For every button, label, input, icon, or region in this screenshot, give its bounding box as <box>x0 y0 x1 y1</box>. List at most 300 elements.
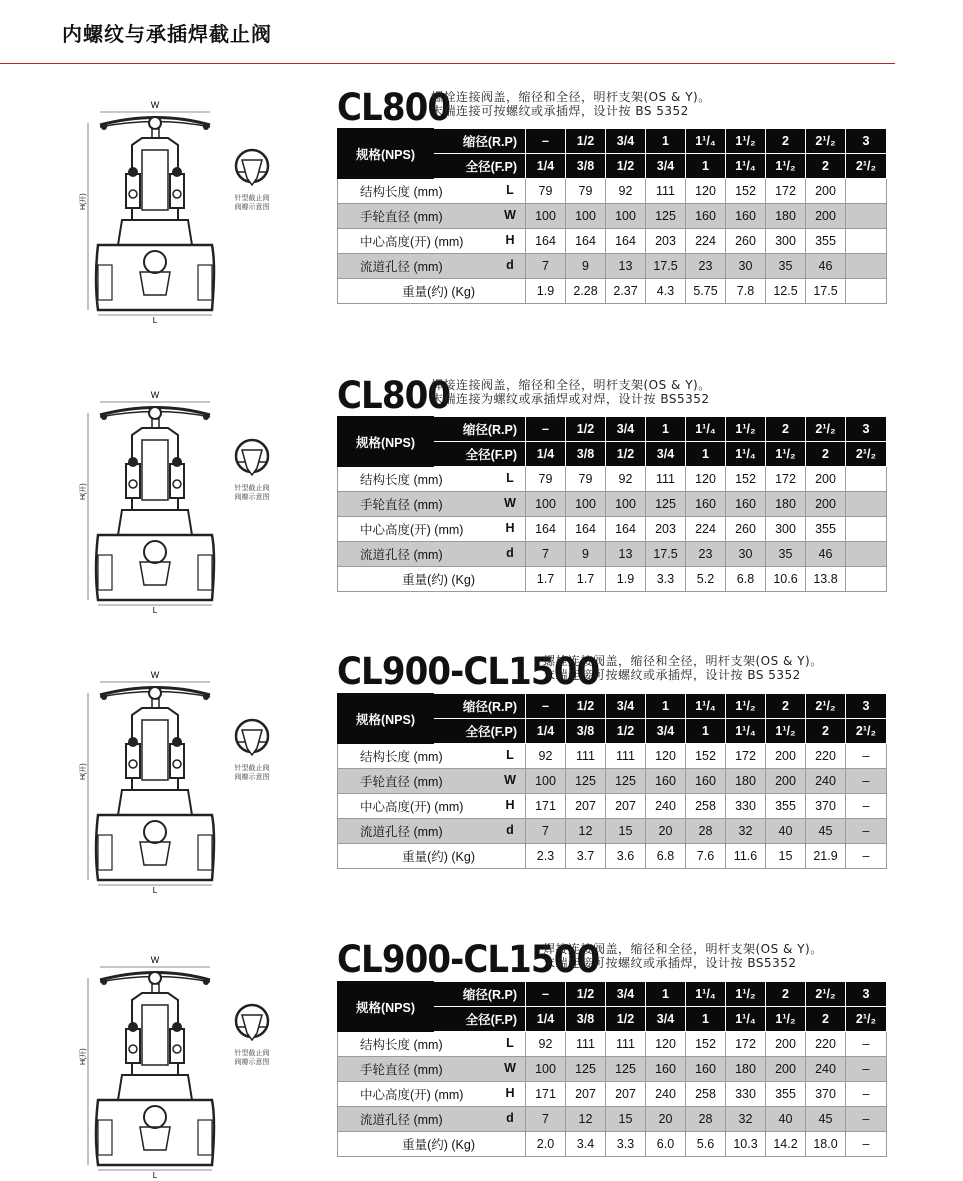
spec-table <box>337 128 887 304</box>
row-label <box>338 1082 526 1107</box>
value-cell: 160 <box>686 204 726 229</box>
row-label-text: 中心高度(开) (mm) <box>360 235 464 249</box>
value-cell: 355 <box>806 517 846 542</box>
rp-size-cell: 1¹/₂ <box>726 694 766 719</box>
table-row <box>338 744 887 769</box>
table-row <box>338 492 887 517</box>
table-row <box>338 517 887 542</box>
fp-size-cell: 3/8 <box>566 154 606 179</box>
fp-size-cell: 3/8 <box>566 1007 606 1032</box>
row-label <box>338 1057 526 1082</box>
weight-row <box>338 844 887 869</box>
row-label <box>338 179 526 204</box>
table-row <box>338 769 887 794</box>
value-cell: 46 <box>806 254 846 279</box>
value-cell: 32 <box>726 819 766 844</box>
fp-size-cell: 3/4 <box>646 1007 686 1032</box>
weight-cell: 14.2 <box>766 1132 806 1157</box>
value-cell: 164 <box>606 229 646 254</box>
weight-cell: 6.8 <box>646 844 686 869</box>
weight-cell: 3.3 <box>606 1132 646 1157</box>
value-cell: 120 <box>646 1032 686 1057</box>
value-cell: 220 <box>806 1032 846 1057</box>
dim-h-label: H(开) <box>80 193 87 210</box>
weight-cell: 18.0 <box>806 1132 846 1157</box>
nps-header: 规格(NPS) <box>338 694 434 744</box>
row-symbol: W <box>504 496 516 510</box>
value-cell: 203 <box>646 517 686 542</box>
weight-cell: 2.3 <box>526 844 566 869</box>
value-cell: 7 <box>526 1107 566 1132</box>
weight-cell: 10.3 <box>726 1132 766 1157</box>
rp-size-cell: 1 <box>646 982 686 1007</box>
valve-diagram <box>80 90 282 325</box>
fp-header: 全径(F.P) <box>434 154 526 179</box>
rp-size-cell: 3/4 <box>606 417 646 442</box>
row-label-text: 手轮直径 (mm) <box>360 775 443 789</box>
dim-h-label: H(开) <box>80 1048 87 1065</box>
fp-size-cell: 2 <box>806 442 846 467</box>
weight-cell: 5.2 <box>686 567 726 592</box>
weight-label: 重量(约) (Kg) <box>338 1132 526 1157</box>
weight-cell: 2.0 <box>526 1132 566 1157</box>
rp-size-cell: 3/4 <box>606 694 646 719</box>
fp-header: 全径(F.P) <box>434 719 526 744</box>
value-cell: 125 <box>566 1057 606 1082</box>
fp-size-cell: 1/2 <box>606 1007 646 1032</box>
fp-size-cell: 1¹/₂ <box>766 719 806 744</box>
value-cell: 258 <box>686 794 726 819</box>
value-cell: 111 <box>606 744 646 769</box>
row-label <box>338 254 526 279</box>
page-title: 内螺纹与承插焊截止阀 <box>62 22 272 46</box>
value-cell: 171 <box>526 794 566 819</box>
value-cell: 111 <box>566 744 606 769</box>
value-cell: 180 <box>766 492 806 517</box>
row-symbol: L <box>506 183 514 197</box>
weight-cell <box>846 279 887 304</box>
value-cell: 79 <box>526 467 566 492</box>
dim-w-label: W <box>150 670 160 680</box>
rp-header: 缩径(R.P) <box>434 982 526 1007</box>
weight-cell: 6.0 <box>646 1132 686 1157</box>
row-label-text: 手轮直径 (mm) <box>360 1063 443 1077</box>
value-cell: 330 <box>726 1082 766 1107</box>
weight-cell: 3.4 <box>566 1132 606 1157</box>
value-cell: 240 <box>806 1057 846 1082</box>
row-label <box>338 542 526 567</box>
value-cell: 224 <box>686 517 726 542</box>
detail-caption-2: 阀瓣示意图 <box>234 1058 270 1066</box>
fp-size-cell: 1¹/₄ <box>726 442 766 467</box>
value-cell: 160 <box>726 204 766 229</box>
row-symbol: d <box>506 546 514 560</box>
value-cell: 125 <box>566 769 606 794</box>
weight-cell: – <box>846 844 887 869</box>
value-cell: 120 <box>646 744 686 769</box>
weight-cell: 2.37 <box>606 279 646 304</box>
row-label-text: 流道孔径 (mm) <box>360 548 443 562</box>
title-divider <box>0 63 895 64</box>
rp-size-cell: 1¹/₄ <box>686 417 726 442</box>
row-symbol: W <box>504 773 516 787</box>
value-cell: 120 <box>686 467 726 492</box>
value-cell: 12 <box>566 1107 606 1132</box>
row-label-text: 结构长度 (mm) <box>360 473 443 487</box>
value-cell: 355 <box>806 229 846 254</box>
detail-caption-2: 阀瓣示意图 <box>234 773 270 781</box>
value-cell: 30 <box>726 542 766 567</box>
table-row <box>338 542 887 567</box>
weight-row <box>338 567 887 592</box>
weight-label: 重量(约) (Kg) <box>338 567 526 592</box>
detail-caption-2: 阀瓣示意图 <box>234 203 270 211</box>
value-cell: 100 <box>526 492 566 517</box>
value-cell: 152 <box>726 179 766 204</box>
valve-diagram <box>80 660 282 895</box>
weight-cell: 17.5 <box>806 279 846 304</box>
rp-size-cell: 3 <box>846 129 887 154</box>
rp-size-cell: 2 <box>766 129 806 154</box>
row-symbol: L <box>506 1036 514 1050</box>
value-cell: 30 <box>726 254 766 279</box>
row-label-text: 中心高度(开) (mm) <box>360 800 464 814</box>
rp-size-cell: 3 <box>846 417 887 442</box>
row-symbol: W <box>504 208 516 222</box>
rp-size-cell: 3/4 <box>606 129 646 154</box>
rp-size-cell: 1¹/₂ <box>726 417 766 442</box>
rp-size-cell: 1/2 <box>566 129 606 154</box>
fp-size-cell: 3/4 <box>646 442 686 467</box>
fp-size-cell: 1 <box>686 154 726 179</box>
rp-size-cell: 2 <box>766 417 806 442</box>
rp-size-cell: 1¹/₄ <box>686 129 726 154</box>
value-cell: 45 <box>806 1107 846 1132</box>
value-cell: 224 <box>686 229 726 254</box>
model-title: CL900-CL1500 <box>337 938 600 981</box>
valve-drawing <box>80 945 282 1180</box>
fp-size-cell: 1¹/₄ <box>726 1007 766 1032</box>
row-symbol: L <box>506 471 514 485</box>
rp-size-cell: 2 <box>766 982 806 1007</box>
value-cell: 160 <box>646 769 686 794</box>
fp-header: 全径(F.P) <box>434 1007 526 1032</box>
weight-cell: 7.8 <box>726 279 766 304</box>
weight-row <box>338 279 887 304</box>
value-cell: 125 <box>606 1057 646 1082</box>
fp-header: 全径(F.P) <box>434 442 526 467</box>
value-cell: 46 <box>806 542 846 567</box>
weight-cell: 10.6 <box>766 567 806 592</box>
table-row <box>338 467 887 492</box>
weight-cell: 11.6 <box>726 844 766 869</box>
value-cell: 258 <box>686 1082 726 1107</box>
fp-size-cell: 2¹/₂ <box>846 719 887 744</box>
row-label-text: 结构长度 (mm) <box>360 1038 443 1052</box>
row-label-text: 中心高度(开) (mm) <box>360 1088 464 1102</box>
value-cell: 92 <box>606 467 646 492</box>
fp-size-cell: 3/8 <box>566 442 606 467</box>
fp-size-cell: 1¹/₄ <box>726 154 766 179</box>
value-cell: 100 <box>606 492 646 517</box>
rp-size-cell: – <box>526 694 566 719</box>
value-cell: – <box>846 819 887 844</box>
value-cell: 7 <box>526 819 566 844</box>
value-cell: 260 <box>726 229 766 254</box>
value-cell: 172 <box>726 1032 766 1057</box>
value-cell: – <box>846 744 887 769</box>
value-cell: 172 <box>766 179 806 204</box>
value-cell: 125 <box>646 492 686 517</box>
fp-size-cell: 2 <box>806 154 846 179</box>
value-cell: 180 <box>766 204 806 229</box>
value-cell <box>846 179 887 204</box>
value-cell: 79 <box>566 467 606 492</box>
weight-cell: 5.75 <box>686 279 726 304</box>
value-cell <box>846 229 887 254</box>
value-cell: 160 <box>686 769 726 794</box>
value-cell <box>846 492 887 517</box>
valve-drawing <box>80 660 282 895</box>
rp-size-cell: 3 <box>846 694 887 719</box>
value-cell <box>846 204 887 229</box>
spec-table <box>337 416 887 592</box>
value-cell: 172 <box>766 467 806 492</box>
value-cell: 17.5 <box>646 542 686 567</box>
value-cell: 13 <box>606 254 646 279</box>
weight-cell: 12.5 <box>766 279 806 304</box>
row-symbol: d <box>506 1111 514 1125</box>
table-row <box>338 1057 887 1082</box>
fp-size-cell: 1/2 <box>606 154 646 179</box>
value-cell: 100 <box>566 204 606 229</box>
value-cell: 111 <box>606 1032 646 1057</box>
rp-size-cell: 1/2 <box>566 982 606 1007</box>
rp-size-cell: – <box>526 129 566 154</box>
weight-label: 重量(约) (Kg) <box>338 279 526 304</box>
weight-cell: 1.9 <box>606 567 646 592</box>
value-cell: 40 <box>766 819 806 844</box>
row-label <box>338 769 526 794</box>
value-cell <box>846 254 887 279</box>
fp-size-cell: 2¹/₂ <box>846 154 887 179</box>
spec-table <box>337 693 887 869</box>
value-cell: 152 <box>686 1032 726 1057</box>
rp-size-cell: 1 <box>646 129 686 154</box>
table-row <box>338 204 887 229</box>
rp-size-cell: 3 <box>846 982 887 1007</box>
valve-drawing <box>80 380 282 615</box>
row-label-text: 手轮直径 (mm) <box>360 210 443 224</box>
row-label <box>338 204 526 229</box>
row-symbol: d <box>506 258 514 272</box>
fp-size-cell: 2 <box>806 719 846 744</box>
value-cell: 92 <box>526 744 566 769</box>
row-label <box>338 467 526 492</box>
table-row <box>338 1032 887 1057</box>
model-description-2: 末端连接可按螺纹或承插焊，设计按 BS 5352 <box>543 668 801 682</box>
rp-header: 缩径(R.P) <box>434 694 526 719</box>
nps-header: 规格(NPS) <box>338 129 434 179</box>
value-cell: 172 <box>726 744 766 769</box>
value-cell: 200 <box>766 1057 806 1082</box>
value-cell: 180 <box>726 769 766 794</box>
value-cell: 17.5 <box>646 254 686 279</box>
model-description-1: 焊接连接阀盖，缩径和全径，明杆支架(OS & Y)。 <box>431 378 711 392</box>
fp-size-cell: 3/4 <box>646 154 686 179</box>
dim-w-label: W <box>150 100 160 110</box>
rp-size-cell: 1/2 <box>566 417 606 442</box>
value-cell: 164 <box>526 517 566 542</box>
value-cell: 125 <box>646 204 686 229</box>
fp-size-cell: 2¹/₂ <box>846 442 887 467</box>
nps-header: 规格(NPS) <box>338 982 434 1032</box>
value-cell: 180 <box>726 1057 766 1082</box>
value-cell: – <box>846 1057 887 1082</box>
fp-size-cell: 1 <box>686 442 726 467</box>
row-symbol: H <box>505 521 515 535</box>
weight-cell: 3.7 <box>566 844 606 869</box>
value-cell: 7 <box>526 542 566 567</box>
detail-caption: 针型截止阀 <box>234 484 270 492</box>
table-row <box>338 794 887 819</box>
dim-h-label: H(开) <box>80 483 87 500</box>
value-cell: – <box>846 1107 887 1132</box>
row-label-text: 流道孔径 (mm) <box>360 825 443 839</box>
weight-cell: 1.7 <box>566 567 606 592</box>
value-cell: – <box>846 1032 887 1057</box>
value-cell: 120 <box>686 179 726 204</box>
value-cell: 20 <box>646 819 686 844</box>
value-cell: 207 <box>566 1082 606 1107</box>
fp-size-cell: 1/4 <box>526 442 566 467</box>
weight-row <box>338 1132 887 1157</box>
table-row <box>338 179 887 204</box>
value-cell: 200 <box>806 204 846 229</box>
detail-caption: 针型截止阀 <box>234 764 270 772</box>
detail-caption: 针型截止阀 <box>234 194 270 202</box>
value-cell: 28 <box>686 1107 726 1132</box>
valve-diagram <box>80 380 282 615</box>
value-cell: 15 <box>606 1107 646 1132</box>
table-row <box>338 1107 887 1132</box>
value-cell: 160 <box>686 492 726 517</box>
fp-size-cell: 2¹/₂ <box>846 1007 887 1032</box>
value-cell: 15 <box>606 819 646 844</box>
valve-drawing <box>80 90 282 325</box>
row-label <box>338 1032 526 1057</box>
value-cell: 240 <box>806 769 846 794</box>
value-cell: 100 <box>606 204 646 229</box>
model-description-1: 螺栓连接阀盖，缩径和全径，明杆支架(OS & Y)。 <box>543 654 823 668</box>
value-cell: 164 <box>606 517 646 542</box>
value-cell: 23 <box>686 542 726 567</box>
nps-header: 规格(NPS) <box>338 417 434 467</box>
value-cell: 100 <box>526 1057 566 1082</box>
value-cell: 111 <box>646 467 686 492</box>
value-cell: 200 <box>806 179 846 204</box>
fp-size-cell: 1/2 <box>606 719 646 744</box>
value-cell: 164 <box>566 229 606 254</box>
value-cell: 200 <box>766 1032 806 1057</box>
fp-size-cell: 1¹/₂ <box>766 1007 806 1032</box>
row-label <box>338 517 526 542</box>
row-label <box>338 1107 526 1132</box>
rp-size-cell: 1¹/₄ <box>686 982 726 1007</box>
weight-cell: 21.9 <box>806 844 846 869</box>
value-cell: 200 <box>806 492 846 517</box>
value-cell: 160 <box>646 1057 686 1082</box>
rp-size-cell: 3/4 <box>606 982 646 1007</box>
row-label <box>338 229 526 254</box>
value-cell: 200 <box>766 769 806 794</box>
value-cell: 300 <box>766 517 806 542</box>
value-cell: 152 <box>686 744 726 769</box>
value-cell: – <box>846 794 887 819</box>
value-cell: 200 <box>806 467 846 492</box>
model-description-2: 末端连接可按螺纹或承插焊，设计按 BS5352 <box>543 956 797 970</box>
value-cell: 20 <box>646 1107 686 1132</box>
model-description-2: 末端连接为螺纹或承插焊或对焊，设计按 BS5352 <box>431 392 710 406</box>
value-cell: 240 <box>646 1082 686 1107</box>
model-title: CL800 <box>337 86 451 129</box>
value-cell: 40 <box>766 1107 806 1132</box>
value-cell: – <box>846 1082 887 1107</box>
value-cell: 28 <box>686 819 726 844</box>
rp-header: 缩径(R.P) <box>434 417 526 442</box>
value-cell <box>846 467 887 492</box>
value-cell: 171 <box>526 1082 566 1107</box>
table-row <box>338 254 887 279</box>
value-cell: 200 <box>766 744 806 769</box>
rp-size-cell: – <box>526 417 566 442</box>
value-cell: 207 <box>566 794 606 819</box>
table-row <box>338 819 887 844</box>
value-cell: 7 <box>526 254 566 279</box>
value-cell: – <box>846 769 887 794</box>
rp-size-cell: 2¹/₂ <box>806 129 846 154</box>
value-cell: 370 <box>806 794 846 819</box>
rp-size-cell: 1¹/₄ <box>686 694 726 719</box>
row-symbol: H <box>505 1086 515 1100</box>
fp-size-cell: 1¹/₂ <box>766 154 806 179</box>
row-symbol: H <box>505 233 515 247</box>
value-cell: 125 <box>606 769 646 794</box>
rp-size-cell: 1/2 <box>566 694 606 719</box>
fp-size-cell: 1¹/₄ <box>726 719 766 744</box>
row-label <box>338 819 526 844</box>
rp-size-cell: 1¹/₂ <box>726 982 766 1007</box>
rp-size-cell: – <box>526 982 566 1007</box>
value-cell: 92 <box>606 179 646 204</box>
rp-size-cell: 1 <box>646 694 686 719</box>
value-cell: 160 <box>686 1057 726 1082</box>
weight-cell: 1.9 <box>526 279 566 304</box>
value-cell <box>846 517 887 542</box>
dim-w-label: W <box>150 390 160 400</box>
rp-header: 缩径(R.P) <box>434 129 526 154</box>
weight-cell: 3.3 <box>646 567 686 592</box>
value-cell: 100 <box>526 204 566 229</box>
weight-cell: 1.7 <box>526 567 566 592</box>
rp-size-cell: 2¹/₂ <box>806 417 846 442</box>
value-cell: 23 <box>686 254 726 279</box>
value-cell: 355 <box>766 794 806 819</box>
value-cell: 12 <box>566 819 606 844</box>
value-cell: 32 <box>726 1107 766 1132</box>
row-symbol: L <box>506 748 514 762</box>
value-cell: 207 <box>606 1082 646 1107</box>
